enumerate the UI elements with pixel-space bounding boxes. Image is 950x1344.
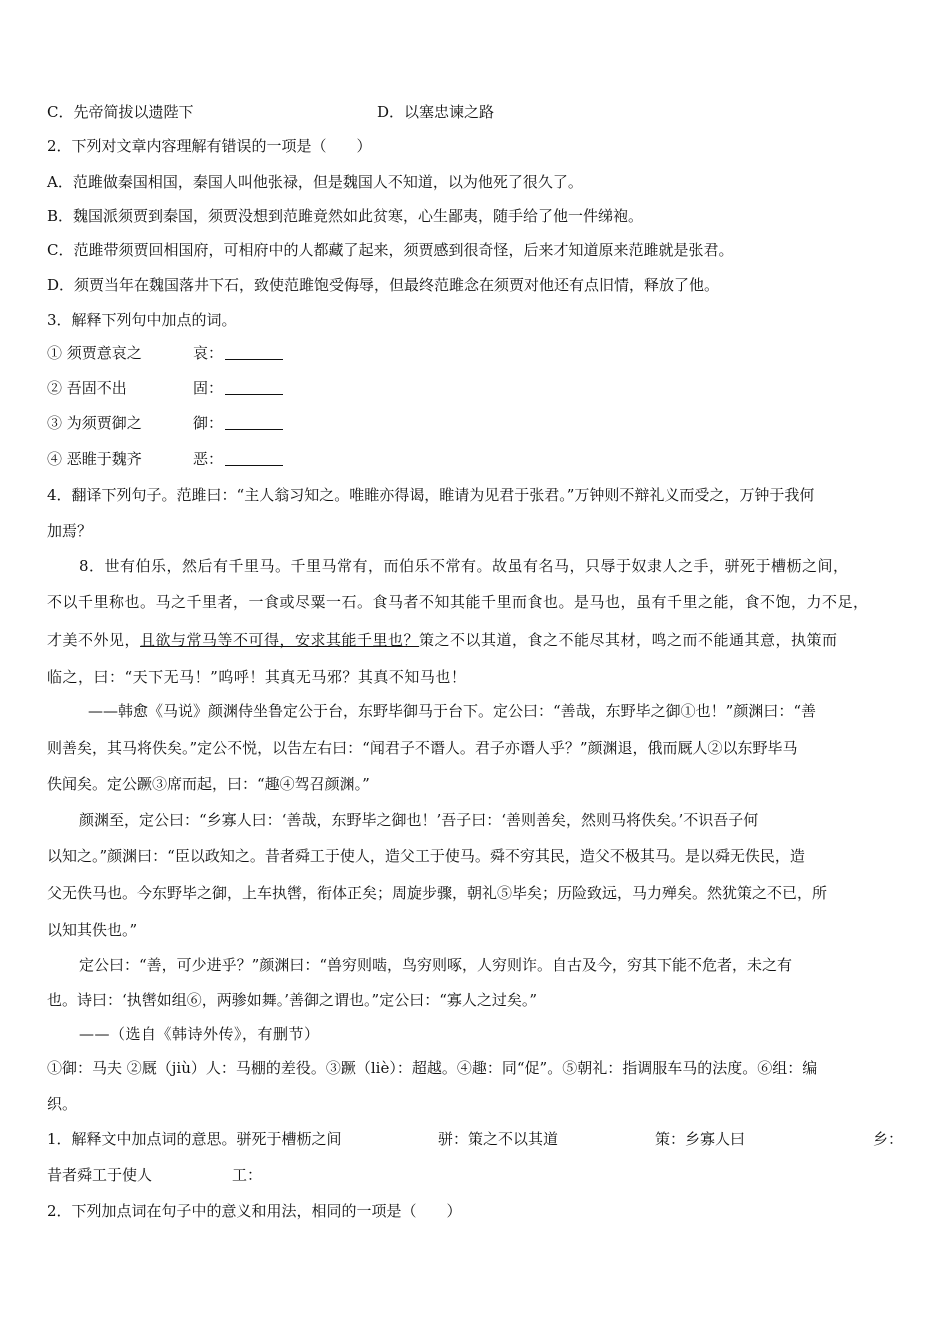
q1b-key-3: 乡： — [873, 1130, 904, 1148]
question-4-line-1: 4．翻译下列句子。范雎曰：“主人翁习知之。唯睢亦得谒，睢请为见君于张君。”万钟则不辩礼义而受之，万钟于我何 — [47, 486, 815, 504]
option-c: C．先帝简拔以遗陛下 — [47, 103, 194, 121]
q3-item-4-answer — [193, 449, 283, 469]
option-d: D．以塞忠谏之路 — [377, 103, 495, 121]
answer-blank[interactable] — [225, 380, 283, 395]
passage-8-line-3-pre: 才美不外见， — [47, 631, 141, 649]
answer-blank[interactable] — [225, 415, 283, 430]
q1b-key-1: 骈：策之不以其道 — [438, 1130, 559, 1148]
q3-item-3-sentence: ③ 为须贾御之 — [47, 414, 142, 432]
question-4-line-2: 加焉？ — [47, 522, 93, 540]
yan-passage-p2-line-4: 以知其佚也。” — [47, 921, 138, 939]
notes-line-2: 织。 — [47, 1095, 78, 1113]
question-2-option-b: B．魏国派须贾到秦国，须贾没想到范雎竟然如此贫寒，心生鄙夷，随手给了他一件绨袍。 — [47, 207, 644, 225]
q3-item-1-sentence: ① 须贾意哀之 — [47, 344, 142, 362]
yan-passage-p3-line-2: 也。诗曰：‘执辔如组⑥，两骖如舞。’善御之谓也。”定公曰：“寡人之过矣。” — [47, 991, 538, 1009]
question-3-stem: 3．解释下列句中加点的词。 — [47, 311, 237, 329]
q3-item-1-answer — [193, 343, 283, 363]
q3-item-4-sentence: ④ 恶睢于魏齐 — [47, 450, 142, 468]
q3-item-1-label: 哀： — [193, 344, 224, 362]
passage-8-line-2: 不以千里称也。马之千里者，一食或尽粟一石。食马者不知其能千里而食也。是马也，虽有千里之能，食不饱，力不足， — [47, 593, 869, 611]
passage-8-line-4: 临之，曰：“天下无马！”呜呼！其真无马邪？其真不知马也！ — [47, 668, 467, 686]
question-2-option-d: D．须贾当年在魏国落井下石，致使范雎饱受侮辱，但最终范雎念在须贾对他还有点旧情，释放了他。 — [47, 276, 720, 294]
q1b-stem: 1．解释文中加点词的意思。骈死于槽枥之间 — [47, 1130, 342, 1148]
underlined-sentence: 且欲与常马等不可得，安求其能千里也？ — [140, 631, 420, 649]
q1b-key-2: 策：乡寡人曰 — [655, 1130, 746, 1148]
q3-item-3-label: 御： — [193, 414, 224, 432]
yan-passage-line-3: 佚闻矣。定公蹶③席而起，曰：“趣④驾召颜渊。” — [47, 775, 370, 793]
yan-passage-p3-line-1: 定公曰：“善，可少进乎？”颜渊曰：“兽穷则啮，鸟穷则啄，人穷则诈。自古及今，穷其下能不危者，未之有 — [79, 956, 793, 974]
notes-line-1: ①御：马夫 ②厩（jiù）人：马棚的差役。③蹶（liè）：超越。④趣：同“促”。⑤朝礼：指调服车马的法度。⑥组：编 — [47, 1059, 818, 1077]
yan-passage-p2-line-2: 以知之。”颜渊曰：“臣以政知之。昔者舜工于使人，造父工于使马。舜不穷其民，造父不极其马。是以舜无佚民，造 — [47, 847, 805, 865]
q3-item-2-label: 固： — [193, 379, 224, 397]
q3-item-3-answer — [193, 413, 283, 433]
question-2-stem: 2．下列对文章内容理解有错误的一项是（ ） — [47, 137, 372, 155]
question-2-option-a: A．范雎做秦国相国，秦国人叫他张禄，但是魏国人不知道，以为他死了很久了。 — [47, 173, 583, 191]
passage-8-line-3 — [47, 630, 838, 650]
yan-passage-line-2: 则善矣，其马将佚矣。”定公不悦，以告左右曰：“闻君子不谮人。君子亦谮人乎？”颜渊退，俄而厩人②以东野毕马 — [47, 739, 798, 757]
yan-passage-line-1: ——韩愈《马说》颜渊侍坐鲁定公于台，东野毕御马于台下。定公曰：“善哉，东野毕之御①也！”颜渊曰：“善 — [88, 702, 817, 720]
question-2-option-c: C．范雎带须贾回相国府，可相府中的人都藏了起来，须贾感到很奇怪，后来才知道原来范雎就是张君。 — [47, 241, 734, 259]
passage-8-line-1: 8．世有伯乐，然后有千里马。千里马常有，而伯乐不常有。故虽有名马，只辱于奴隶人之手，骈死于槽枥之间， — [79, 557, 849, 575]
q2b-stem: 2．下列加点词在句子中的意义和用法，相同的一项是（ ） — [47, 1202, 462, 1220]
answer-blank[interactable] — [225, 451, 283, 466]
passage-8-line-3-post: 策之不以其道，食之不能尽其材，鸣之而不能通其意，执策而 — [419, 631, 838, 649]
q3-item-2-answer — [193, 378, 283, 398]
source-citation: ——（选自《韩诗外传》，有删节） — [79, 1025, 320, 1043]
q3-item-4-label: 恶： — [193, 450, 224, 468]
q3-item-2-sentence: ② 吾固不出 — [47, 379, 127, 397]
q1b-line-2: 昔者舜工于使人 — [47, 1166, 153, 1184]
yan-passage-p2-line-1: 颜渊至，定公曰：“乡寡人曰：‘善哉，东野毕之御也！’吾子曰：‘善则善矣，然则马将佚矣。’不识吾子何 — [79, 811, 759, 829]
answer-blank[interactable] — [225, 345, 283, 360]
q1b-key-4: 工： — [232, 1166, 263, 1184]
yan-passage-p2-line-3: 父无佚马也。今东野毕之御，上车执辔，衔体正矣；周旋步骤，朝礼⑤毕矣；历险致远，马力殚矣。然犹策之不已，所 — [47, 884, 828, 902]
